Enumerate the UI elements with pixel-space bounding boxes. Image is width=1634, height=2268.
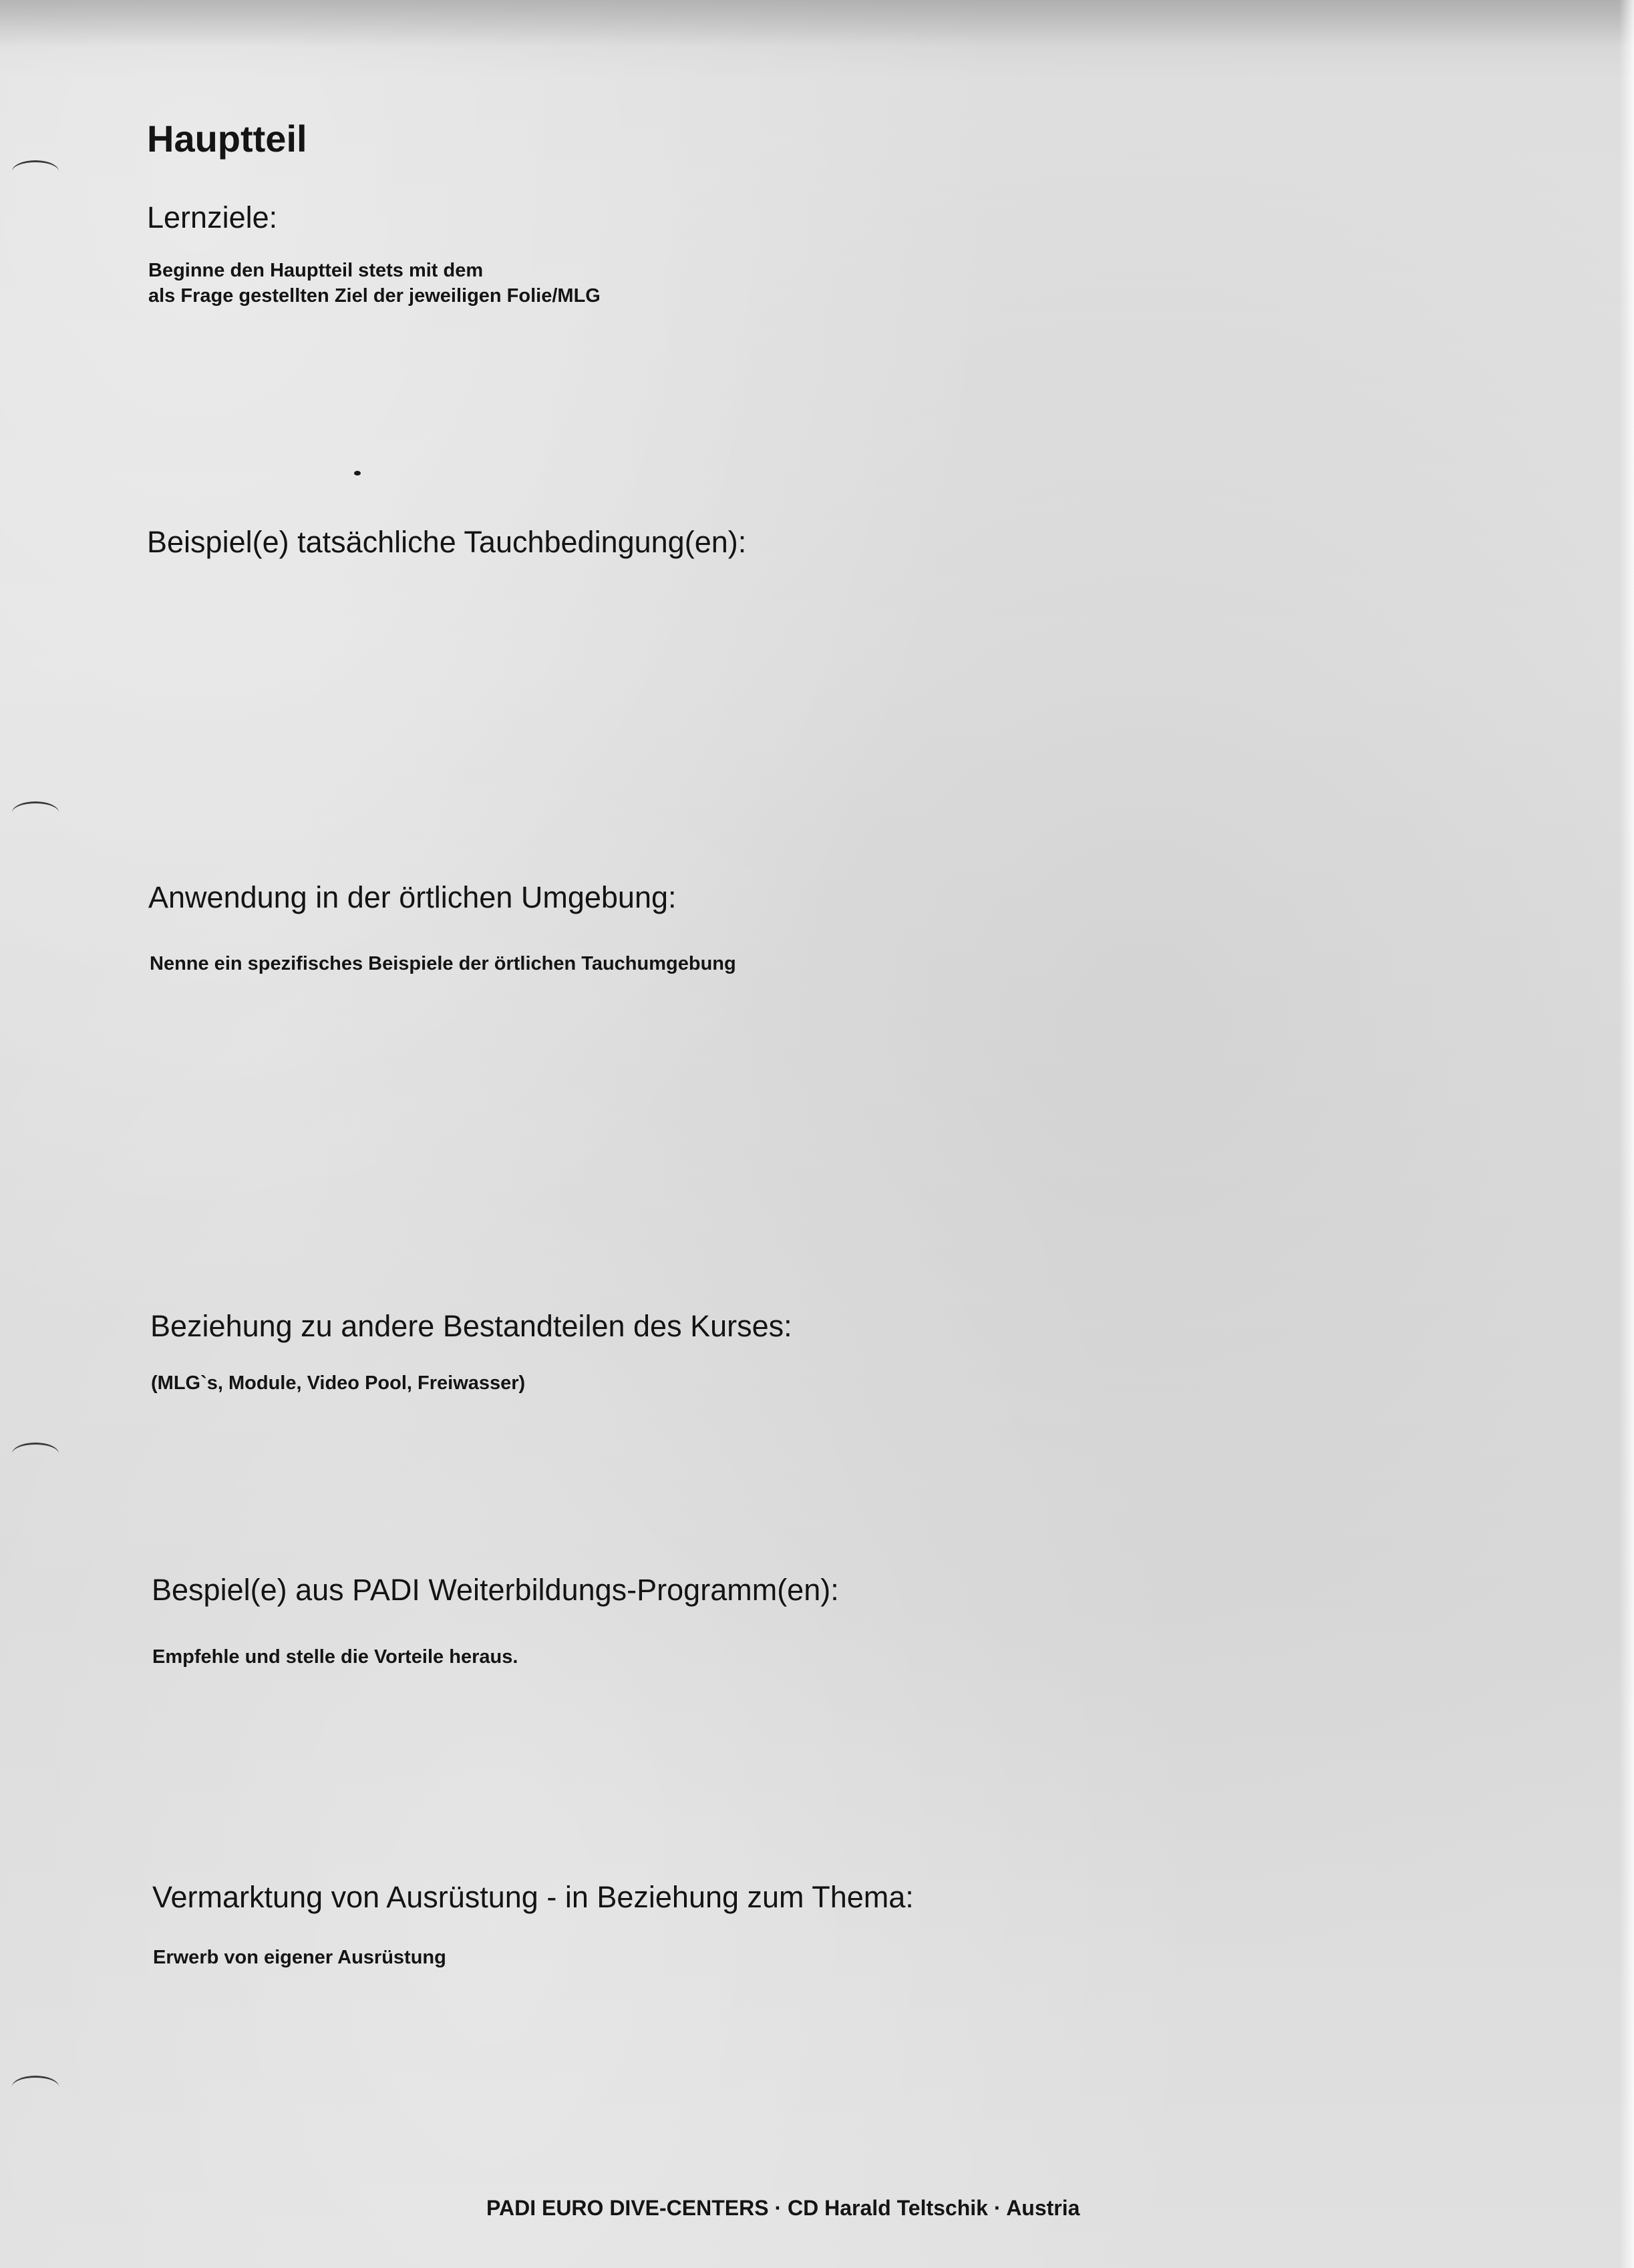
section-heading-weiterbildung: Bespiel(e) aus PADI Weiterbildungs-Programm(en): [152, 1573, 839, 1607]
document-title: Hauptteil [147, 118, 307, 160]
section-heading-lernziele: Lernziele: [147, 200, 278, 234]
section-heading-tauchbedingungen: Beispiel(e) tatsächliche Tauchbedingung(en): [147, 525, 747, 559]
binder-hole-mark [12, 801, 59, 823]
section-note-bestandteile-kurs: (MLG`s, Module, Video Pool, Freiwasser) [151, 1372, 526, 1394]
section-heading-bestandteile-kurs: Beziehung zu andere Bestandteilen des Kurses: [150, 1309, 792, 1343]
page-footer: PADI EURO DIVE-CENTERS · CD Harald Teltschik · Austria [486, 2196, 1080, 2220]
scan-speck [354, 471, 361, 476]
section-note-oertliche-umgebung: Nenne ein spezifisches Beispiele der örtlichen Tauchumgebung [150, 953, 736, 974]
page-edge-right [1619, 0, 1634, 2268]
binder-hole-mark [12, 1443, 59, 1465]
section-note-lernziele-line-2: als Frage gestellten Ziel der jeweiligen Folie/MLG [148, 285, 601, 307]
binder-hole-mark [12, 160, 59, 182]
section-note-weiterbildung: Empfehle und stelle die Vorteile heraus. [152, 1646, 518, 1668]
section-heading-ausruestung: Vermarktung von Ausrüstung - in Beziehung zum Thema: [152, 1880, 914, 1914]
section-note-lernziele-line-1: Beginne den Hauptteil stets mit dem [148, 260, 484, 281]
section-note-ausruestung: Erwerb von eigener Ausrüstung [153, 1947, 446, 1968]
binder-hole-mark [12, 2076, 59, 2098]
section-heading-oertliche-umgebung: Anwendung in der örtlichen Umgebung: [148, 880, 677, 914]
scan-shadow-top [0, 0, 1634, 47]
